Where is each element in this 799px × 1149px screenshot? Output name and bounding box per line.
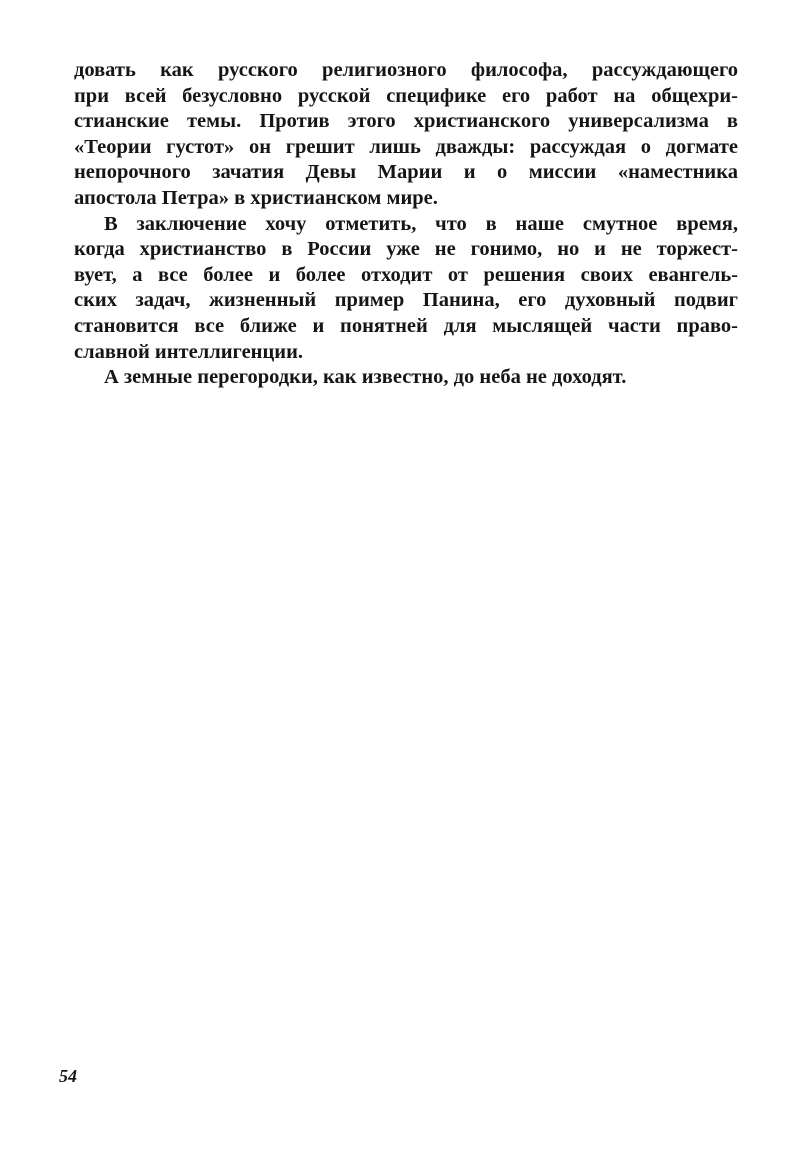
text-line: А земные перегородки, как известно, до неба не доходят. bbox=[104, 366, 627, 389]
text-line: «Теории густот» он грешит лишь дважды: рассуждая о догмате bbox=[74, 135, 738, 158]
text-line: апостола Петра» в христианском мире. bbox=[74, 186, 438, 209]
text-line: вует, а все более и более отходит от решения своих евангель- bbox=[74, 263, 738, 286]
body-text bbox=[74, 58, 738, 391]
text-line: В заключение хочу отметить, что в наше смутное время, bbox=[104, 212, 738, 235]
text-line: стианские темы. Против этого христианского универсализма в bbox=[74, 110, 738, 133]
text-line: ских задач, жизненный пример Панина, его духовный подвиг bbox=[74, 289, 738, 312]
text-line: непорочного зачатия Девы Марии и о миссии «наместника bbox=[74, 161, 738, 184]
text-line: славной интеллигенции. bbox=[74, 340, 304, 363]
text-line: когда христианство в России уже не гонимо, но и не торжест- bbox=[74, 238, 738, 261]
text-line: при всей безусловно русской специфике его работ на общехри- bbox=[74, 84, 738, 107]
page-number: 54 bbox=[59, 1066, 77, 1086]
text-line: становится все ближе и понятней для мыслящей части право- bbox=[74, 314, 738, 337]
text-line: довать как русского религиозного философа, рассуждающего bbox=[74, 59, 738, 81]
